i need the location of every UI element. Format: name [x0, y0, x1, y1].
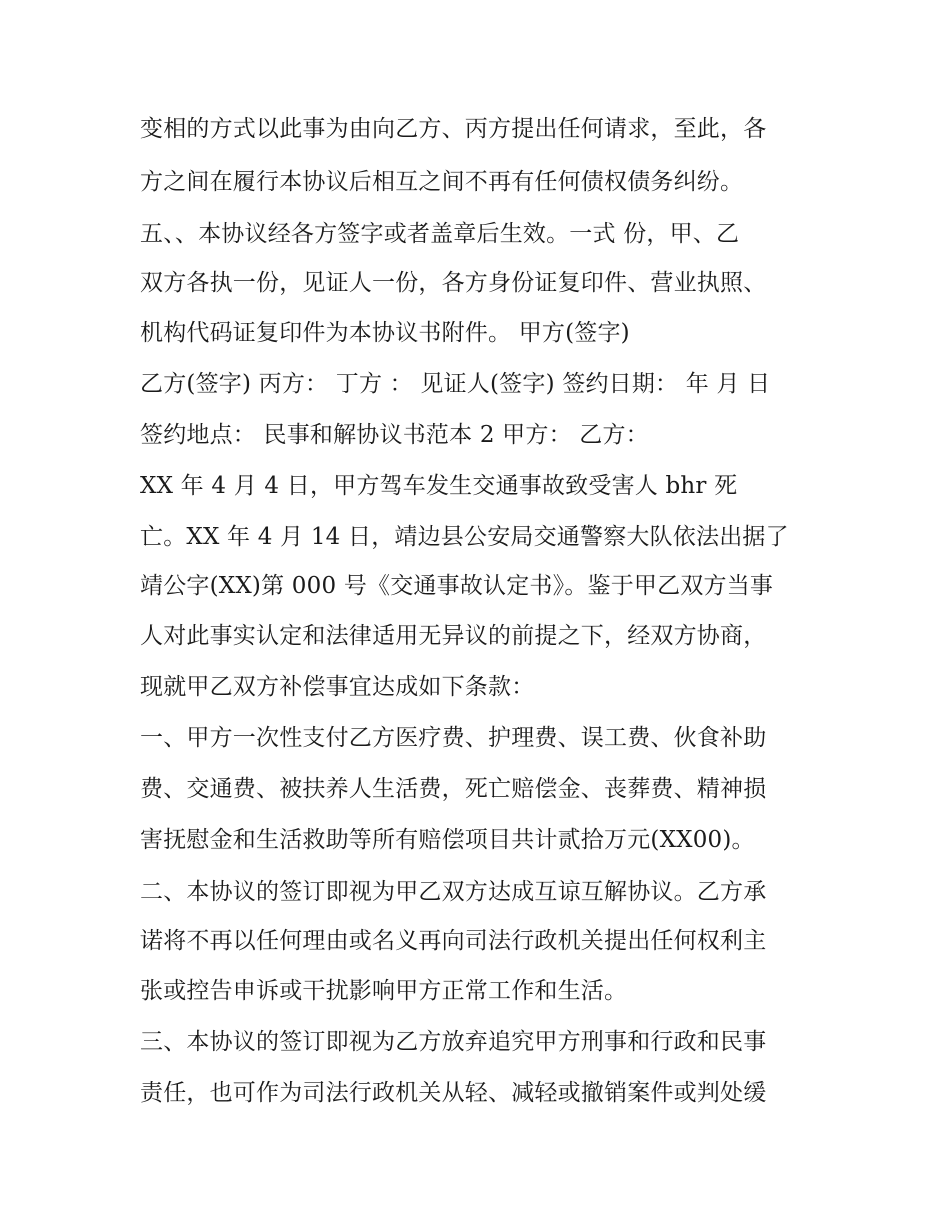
text-line: 签约地点： 民事和解协议书范本 2 甲方： 乙方： — [140, 422, 649, 448]
text-line: 五、、本协议经各方签字或者盖章后生效。一式 份，甲、乙 — [140, 221, 740, 247]
text-line: 变相的方式以此事为由向乙方、丙方提出任何请求，至此，各 — [140, 116, 767, 142]
text-line: 双方各执一份，见证人一份，各方身份证复印件、营业执照、 — [140, 270, 767, 296]
text-line: 乙方(签字) 丙方： 丁方 ： 见证人(签字) 签约日期： 年 月 日 — [140, 371, 771, 397]
text-line: 现就甲乙双方补偿事宜达成如下条款： — [140, 674, 535, 700]
text-line: 人对此事实认定和法律适用无异议的前提之下，经双方协商， — [140, 623, 767, 649]
text-line: 二、本协议的签订即视为甲乙双方达成互谅互解协议。乙方承 — [140, 879, 767, 905]
text-line: 一、甲方一次性支付乙方医疗费、护理费、误工费、伙食补助 — [140, 725, 767, 751]
text-line: 三、本协议的签订即视为乙方放弃追究甲方刑事和行政和民事 — [140, 1029, 767, 1055]
text-line: 张或控告申诉或干扰影响甲方正常工作和生活。 — [140, 978, 628, 1004]
text-line: 亡。XX 年 4 月 14 日，靖边县公安局交通警察大队依法出据了 — [140, 524, 789, 550]
text-line: 机构代码证复印件为本协议书附件。 甲方(签字) — [140, 320, 630, 346]
text-line: 责任，也可作为司法行政机关从轻、减轻或撤销案件或判处缓 — [140, 1080, 767, 1106]
text-line: 靖公字(XX)第 000 号《交通事故认定书》。鉴于甲乙双方当事 — [140, 573, 774, 599]
text-line: XX 年 4 月 4 日，甲方驾车发生交通事故致受害人 bhr 死 — [140, 473, 738, 499]
text-line: 害抚慰金和生活救助等所有赔偿项目共计贰拾万元(XX00)。 — [140, 827, 755, 853]
text-line: 方之间在履行本协议后相互之间不再有任何债权债务纠纷。 — [140, 169, 744, 195]
text-line: 诺将不再以任何理由或名义再向司法行政机关提出任何权利主 — [140, 928, 767, 954]
text-line: 费、交通费、被扶养人生活费，死亡赔偿金、丧葬费、精神损 — [140, 776, 767, 802]
